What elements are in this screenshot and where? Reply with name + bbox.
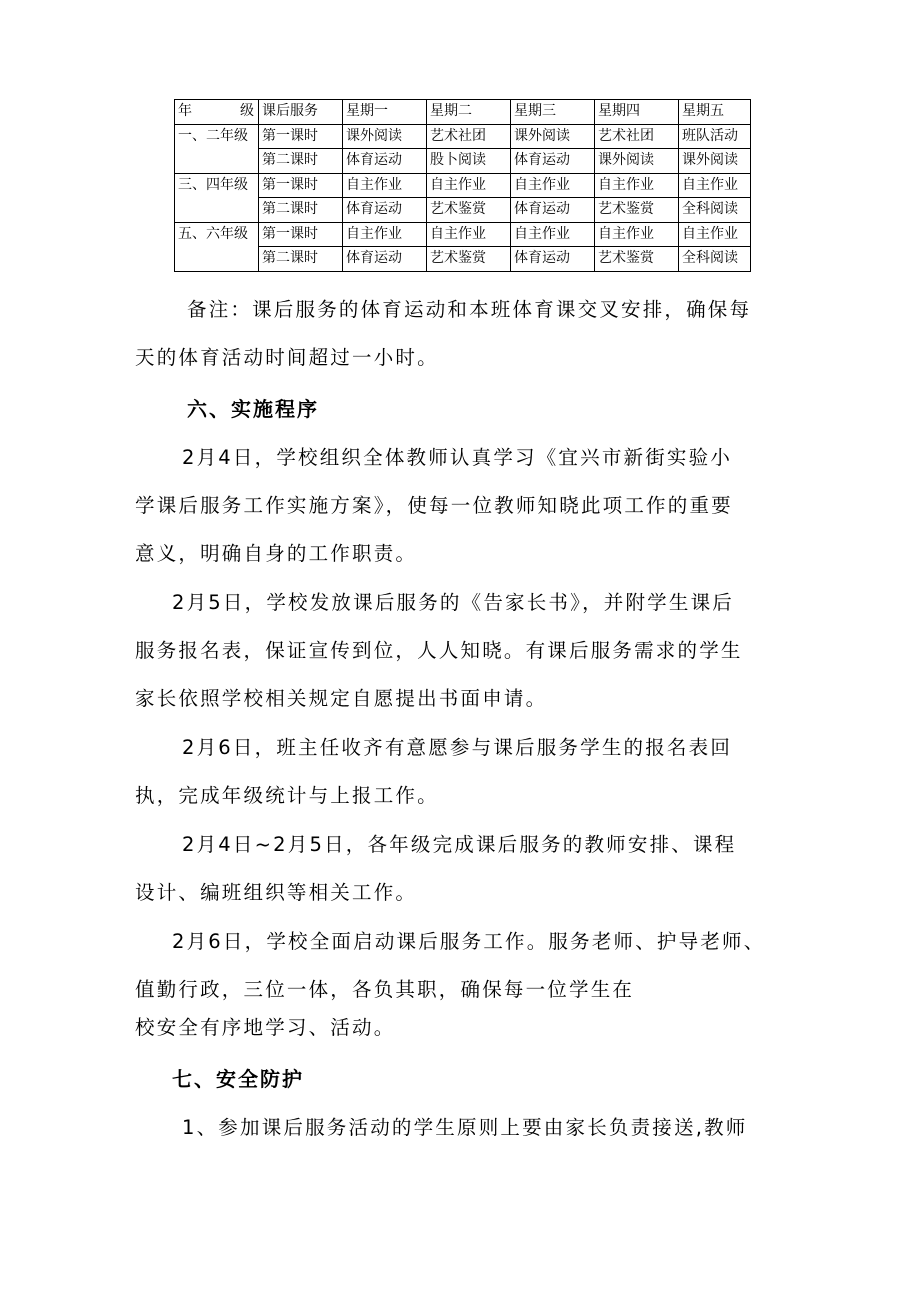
table-row xyxy=(175,198,751,223)
after-school-schedule-table xyxy=(174,99,751,272)
activity-cell: 自主作业 xyxy=(679,222,751,247)
table-row xyxy=(175,247,751,272)
activity-cell: 自主作业 xyxy=(595,222,679,247)
activity-cell: 自主作业 xyxy=(343,222,427,247)
activity-cell: 艺术鉴赏 xyxy=(595,247,679,272)
activity-cell: 全科阅读 xyxy=(679,198,751,223)
paragraph-line: 2月4日，学校组织全体教师认真学习《宜兴市新街实验小 xyxy=(182,446,733,469)
period-cell: 第一课时 xyxy=(259,222,343,247)
paragraph-line: 服务报名表，保证宣传到位，人人知晓。有课后服务需求的学生 xyxy=(135,639,743,662)
header-grade: 年 级 xyxy=(175,100,259,125)
activity-cell: 体育运动 xyxy=(511,247,595,272)
header-service: 课后服务 xyxy=(259,100,343,125)
activity-cell: 课外阅读 xyxy=(511,124,595,149)
table-row xyxy=(175,173,751,198)
activity-cell: 自主作业 xyxy=(343,173,427,198)
activity-cell: 艺术鉴赏 xyxy=(595,198,679,223)
grade-cell: 三、四年级 xyxy=(175,173,259,222)
paragraph-line: 意义，明确自身的工作职责。 xyxy=(135,542,418,565)
activity-cell: 艺术鉴赏 xyxy=(427,198,511,223)
activity-cell: 体育运动 xyxy=(343,247,427,272)
header-day: 星期五 xyxy=(679,100,751,125)
activity-cell: 艺术鉴赏 xyxy=(427,247,511,272)
grade-cell: 五、六年级 xyxy=(175,222,259,271)
paragraph-line: 学课后服务工作实施方案》，使每一位教师知晓此项工作的重要 xyxy=(135,494,733,517)
period-cell: 第二课时 xyxy=(259,149,343,174)
activity-cell: 自主作业 xyxy=(427,222,511,247)
paragraph-line: 执，完成年级统计与上报工作。 xyxy=(135,784,439,807)
grade-cell: 一、二年级 xyxy=(175,124,259,173)
header-day: 星期二 xyxy=(427,100,511,125)
paragraph-line: 1、参加课后服务活动的学生原则上要由家长负责接送,教师 xyxy=(182,1116,748,1139)
activity-cell: 课外阅读 xyxy=(679,149,751,174)
activity-cell: 体育运动 xyxy=(343,149,427,174)
section-heading: 七、安全防护 xyxy=(172,1067,304,1091)
activity-cell: 自主作业 xyxy=(511,173,595,198)
activity-cell: 自主作业 xyxy=(511,222,595,247)
activity-cell: 课外阅读 xyxy=(595,149,679,174)
note-line: 备注：课后服务的体育运动和本班体育课交叉安排，确保每 xyxy=(187,298,752,321)
period-cell: 第二课时 xyxy=(259,247,343,272)
note-line: 天的体育活动时间超过一小时。 xyxy=(135,346,439,369)
activity-cell: 全科阅读 xyxy=(679,247,751,272)
header-day: 星期四 xyxy=(595,100,679,125)
activity-cell: 艺术社团 xyxy=(427,124,511,149)
paragraph-line: 设计、编班组织等相关工作。 xyxy=(135,881,418,904)
activity-cell: 自主作业 xyxy=(427,173,511,198)
paragraph-line: 2月6日，班主任收齐有意愿参与课后服务学生的报名表回 xyxy=(182,736,733,759)
activity-cell: 班队活动 xyxy=(679,124,751,149)
activity-cell: 课外阅读 xyxy=(343,124,427,149)
section-heading: 六、实施程序 xyxy=(187,397,319,421)
activity-cell: 自主作业 xyxy=(595,173,679,198)
paragraph-line: 校安全有序地学习、活动。 xyxy=(135,1016,396,1039)
table-row xyxy=(175,222,751,247)
activity-cell: 体育运动 xyxy=(511,149,595,174)
period-cell: 第一课时 xyxy=(259,173,343,198)
header-day: 星期三 xyxy=(511,100,595,125)
activity-cell: 自主作业 xyxy=(679,173,751,198)
activity-cell: 体育运动 xyxy=(343,198,427,223)
paragraph-line: 家长依照学校相关规定自愿提出书面申请。 xyxy=(135,687,548,710)
activity-cell: 股卜阅读 xyxy=(427,149,511,174)
paragraph-line: 2月5日，学校发放课后服务的《告家长书》，并附学生课后 xyxy=(172,591,734,614)
activity-cell: 体育运动 xyxy=(511,198,595,223)
period-cell: 第一课时 xyxy=(259,124,343,149)
table-header-row xyxy=(175,100,751,125)
paragraph-line: 2月6日，学校全面启动课后服务工作。服务老师、护导老师、 xyxy=(172,930,766,953)
period-cell: 第二课时 xyxy=(259,198,343,223)
header-day: 星期一 xyxy=(343,100,427,125)
paragraph-line: 值勤行政，三位一体，各负其职，确保每一位学生在 xyxy=(135,978,635,1001)
table-row xyxy=(175,149,751,174)
paragraph-line: 2月4日~2月5日，各年级完成课后服务的教师安排、课程 xyxy=(182,833,737,856)
table-row xyxy=(175,124,751,149)
activity-cell: 艺术社团 xyxy=(595,124,679,149)
